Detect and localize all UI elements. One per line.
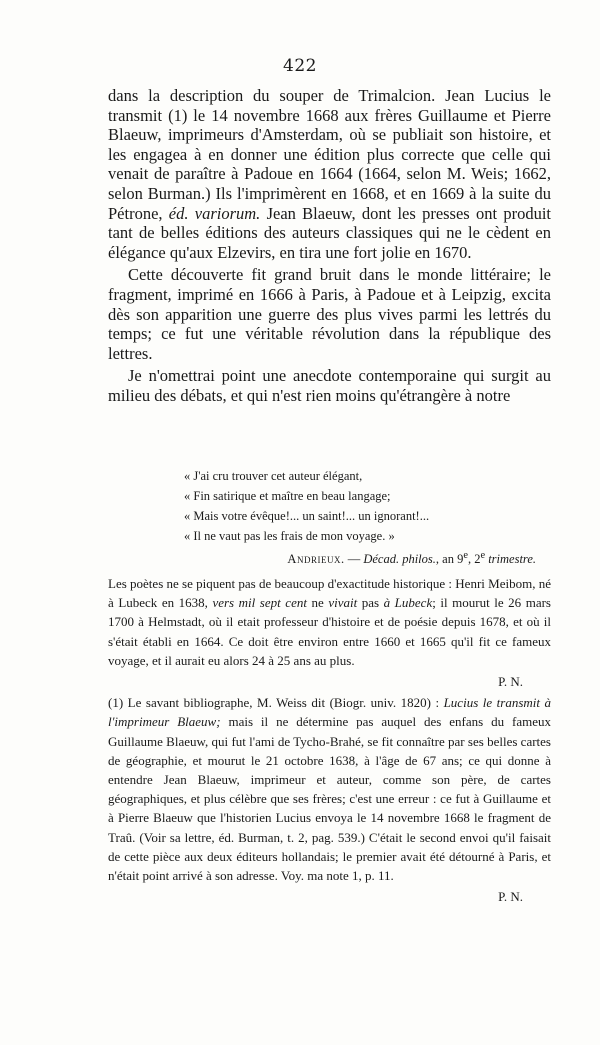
footnote-text: (1) Le savant bibliographe, M. Weiss dit (Biogr. univ. 1820) : [108, 695, 444, 711]
paragraph-2: Cette découverte fit grand bruit dans le monde littéraire; le fragment, imprimé en 1666 à Paris, à Padoue et à Leipzig, excita dès son apparition une guerre des plus vives parmi les lettrés du temps; ce fut une véritable révolution dans la république des lettres. [108, 265, 551, 363]
paragraph-1-end: Jean Blaeuw, dont les presses ont produit tant de belles éditions des auteurs classiques qui ne le cèdent en élégance qu'aux Elzevirs, en tira une fort jolie en 1670. [108, 203, 551, 262]
verse-date: , an 9 [435, 552, 464, 567]
footnote-text: mais il ne détermine pas auquel des enfans du fameux Guillaume Blaeuw, qui fut l'ami de Tycho-Brahé, se fit connaître par ses belles cartes de géographie, et mourut le 21 octobre 1638, à l'âge de 67 ans; ce qui donne à entendre Jean Blaeuw, imprimeur et auteur, comme son père, de cartes géographiques, et plus célèbre que ses frères; c'est une erreur : ce fut à Guillaume et à Pierre Blaeuw que l'historien Lucius envoya le 14 novembre 1668 le fragment de Traû. (Voir sa lettre, éd. Burman, t. 2, pag. 539.) C'était le second envoi qu'il faisait de cette pièce aux deux éditeurs hollandais; le premier avait été détourné à Paris, et n'était point arrivé à son adresse. Voy. ma note 1, p. 11. [108, 714, 551, 884]
footnote-text: Les poètes ne se piquent pas de beaucoup d'exactitude historique : Henri Meibom, né à Lubeck en 1638, [108, 576, 551, 611]
paragraph-1 [108, 86, 551, 262]
footnote-text: ne [306, 595, 329, 611]
verse-attribution [184, 546, 554, 569]
verse-author: Andrieux. [287, 552, 345, 567]
verse-line: « Mais votre évêque!... un saint!... un ignorant!... [184, 509, 430, 523]
footnote-signature: P. N. [498, 889, 523, 905]
paragraph-3: Je n'omettrai point une anecdote contemporaine qui surgit au milieu des débats, et qui n'est rien moins qu'étrangère à notre [108, 366, 551, 405]
footnote-italic: vers mil sept cent [212, 595, 307, 611]
verse-line: « Il ne vaut pas les frais de mon voyage. » [184, 529, 395, 543]
verse-date-suffix: trimestre. [485, 552, 536, 567]
verse-date-sup: e [480, 550, 486, 561]
footnote-text: ; il mourut le 26 mars 1700 à Helmstadt, où il etait professeur d'histoire et de poésie depuis 1678, et où il s'était établi en 1664. Ce doit être environ entre 1660 et 1665 qu'il fit ce fameux voyage, et il aurait eu alors 24 à 25 ans au plus. [108, 595, 551, 668]
footnote-1 [108, 693, 551, 885]
footnote-italic: à Lubeck [383, 595, 433, 611]
footnote-italic: Lucius le transmit à l'imprimeur Blaeuw; [108, 695, 551, 730]
footnote-italic: vivait [328, 595, 358, 611]
paragraph-1-italic: éd. variorum. [168, 203, 261, 223]
verse-date-sup: e [463, 550, 468, 561]
footnote-signature: P. N. [498, 674, 523, 690]
verse-line: « Fin satirique et maître en beau langage; [184, 489, 391, 503]
footnote-poets [108, 574, 551, 670]
main-text [108, 86, 551, 409]
verse-date-mid: , 2 [467, 552, 481, 567]
verse-quote [184, 466, 554, 569]
footnotes [108, 574, 551, 908]
page-number: 422 [283, 56, 317, 76]
verse-work: Décad. philos. [363, 552, 436, 567]
verse-line: « J'ai cru trouver cet auteur élégant, [184, 469, 363, 483]
footnote-text: pas [357, 595, 384, 611]
paragraph-1-text: dans la description du souper de Trimalcion. Jean Lucius le transmit (1) le 14 novembre 1668 aux frères Guillaume et Pierre Blaeuw, imprimeurs d'Amsterdam, où se publiait son histoire, et les engagea à en donner une édition plus correcte que celle qui venait de paraître à Padoue en 1664 (1664, selon M. Weis; 1662, selon Burman.) Ils l'imprimèrent en 1668, et en 1669 à la suite du Pétrone, [108, 86, 551, 223]
verse-dash: — [344, 552, 364, 567]
